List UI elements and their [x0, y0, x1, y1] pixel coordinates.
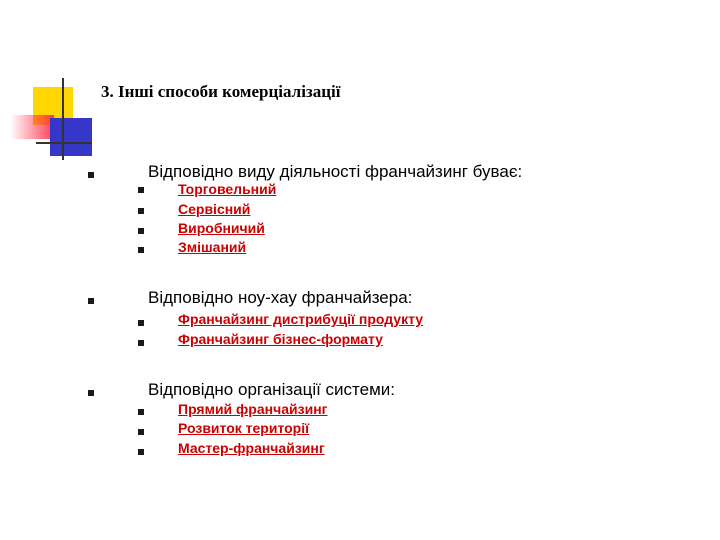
bullet-icon: [88, 298, 94, 304]
decor-blue-square: [50, 118, 92, 156]
bullet-icon: [138, 228, 144, 234]
bullet-icon: [138, 187, 144, 193]
section-heading-activity: Відповідно виду діяльності франчайзинг буває:: [148, 162, 523, 181]
section-heading-knowhow: Відповідно ноу-хау франчайзера:: [148, 288, 413, 307]
bullet-icon: [88, 390, 94, 396]
bullet-icon: [88, 172, 94, 178]
link-item-territory[interactable]: Розвиток території: [178, 420, 310, 436]
link-item-production[interactable]: Виробничий: [178, 220, 265, 236]
link-item-master[interactable]: Мастер-франчайзинг: [178, 440, 325, 456]
decor-vertical-line: [62, 78, 64, 160]
link-item-mixed[interactable]: Змішаний: [178, 239, 247, 255]
link-item-business-format[interactable]: Франчайзинг бізнес-формату: [178, 331, 383, 347]
decor-red-bar: [10, 115, 54, 139]
section-heading-organization: Відповідно організації системи:: [148, 380, 396, 399]
decor-horizontal-line: [36, 142, 92, 144]
slide-title: 3. Інші способи комерціалізації: [101, 82, 341, 101]
link-item-trade[interactable]: Торговельний: [178, 181, 277, 197]
bullet-icon: [138, 208, 144, 214]
link-item-direct[interactable]: Прямий франчайзинг: [178, 401, 328, 417]
bullet-icon: [138, 340, 144, 346]
link-item-service[interactable]: Сервісний: [178, 201, 251, 217]
bullet-icon: [138, 320, 144, 326]
bullet-icon: [138, 409, 144, 415]
link-item-product-distribution[interactable]: Франчайзинг дистрибуції продукту: [178, 311, 424, 327]
bullet-icon: [138, 429, 144, 435]
bullet-icon: [138, 247, 144, 253]
bullet-icon: [138, 449, 144, 455]
